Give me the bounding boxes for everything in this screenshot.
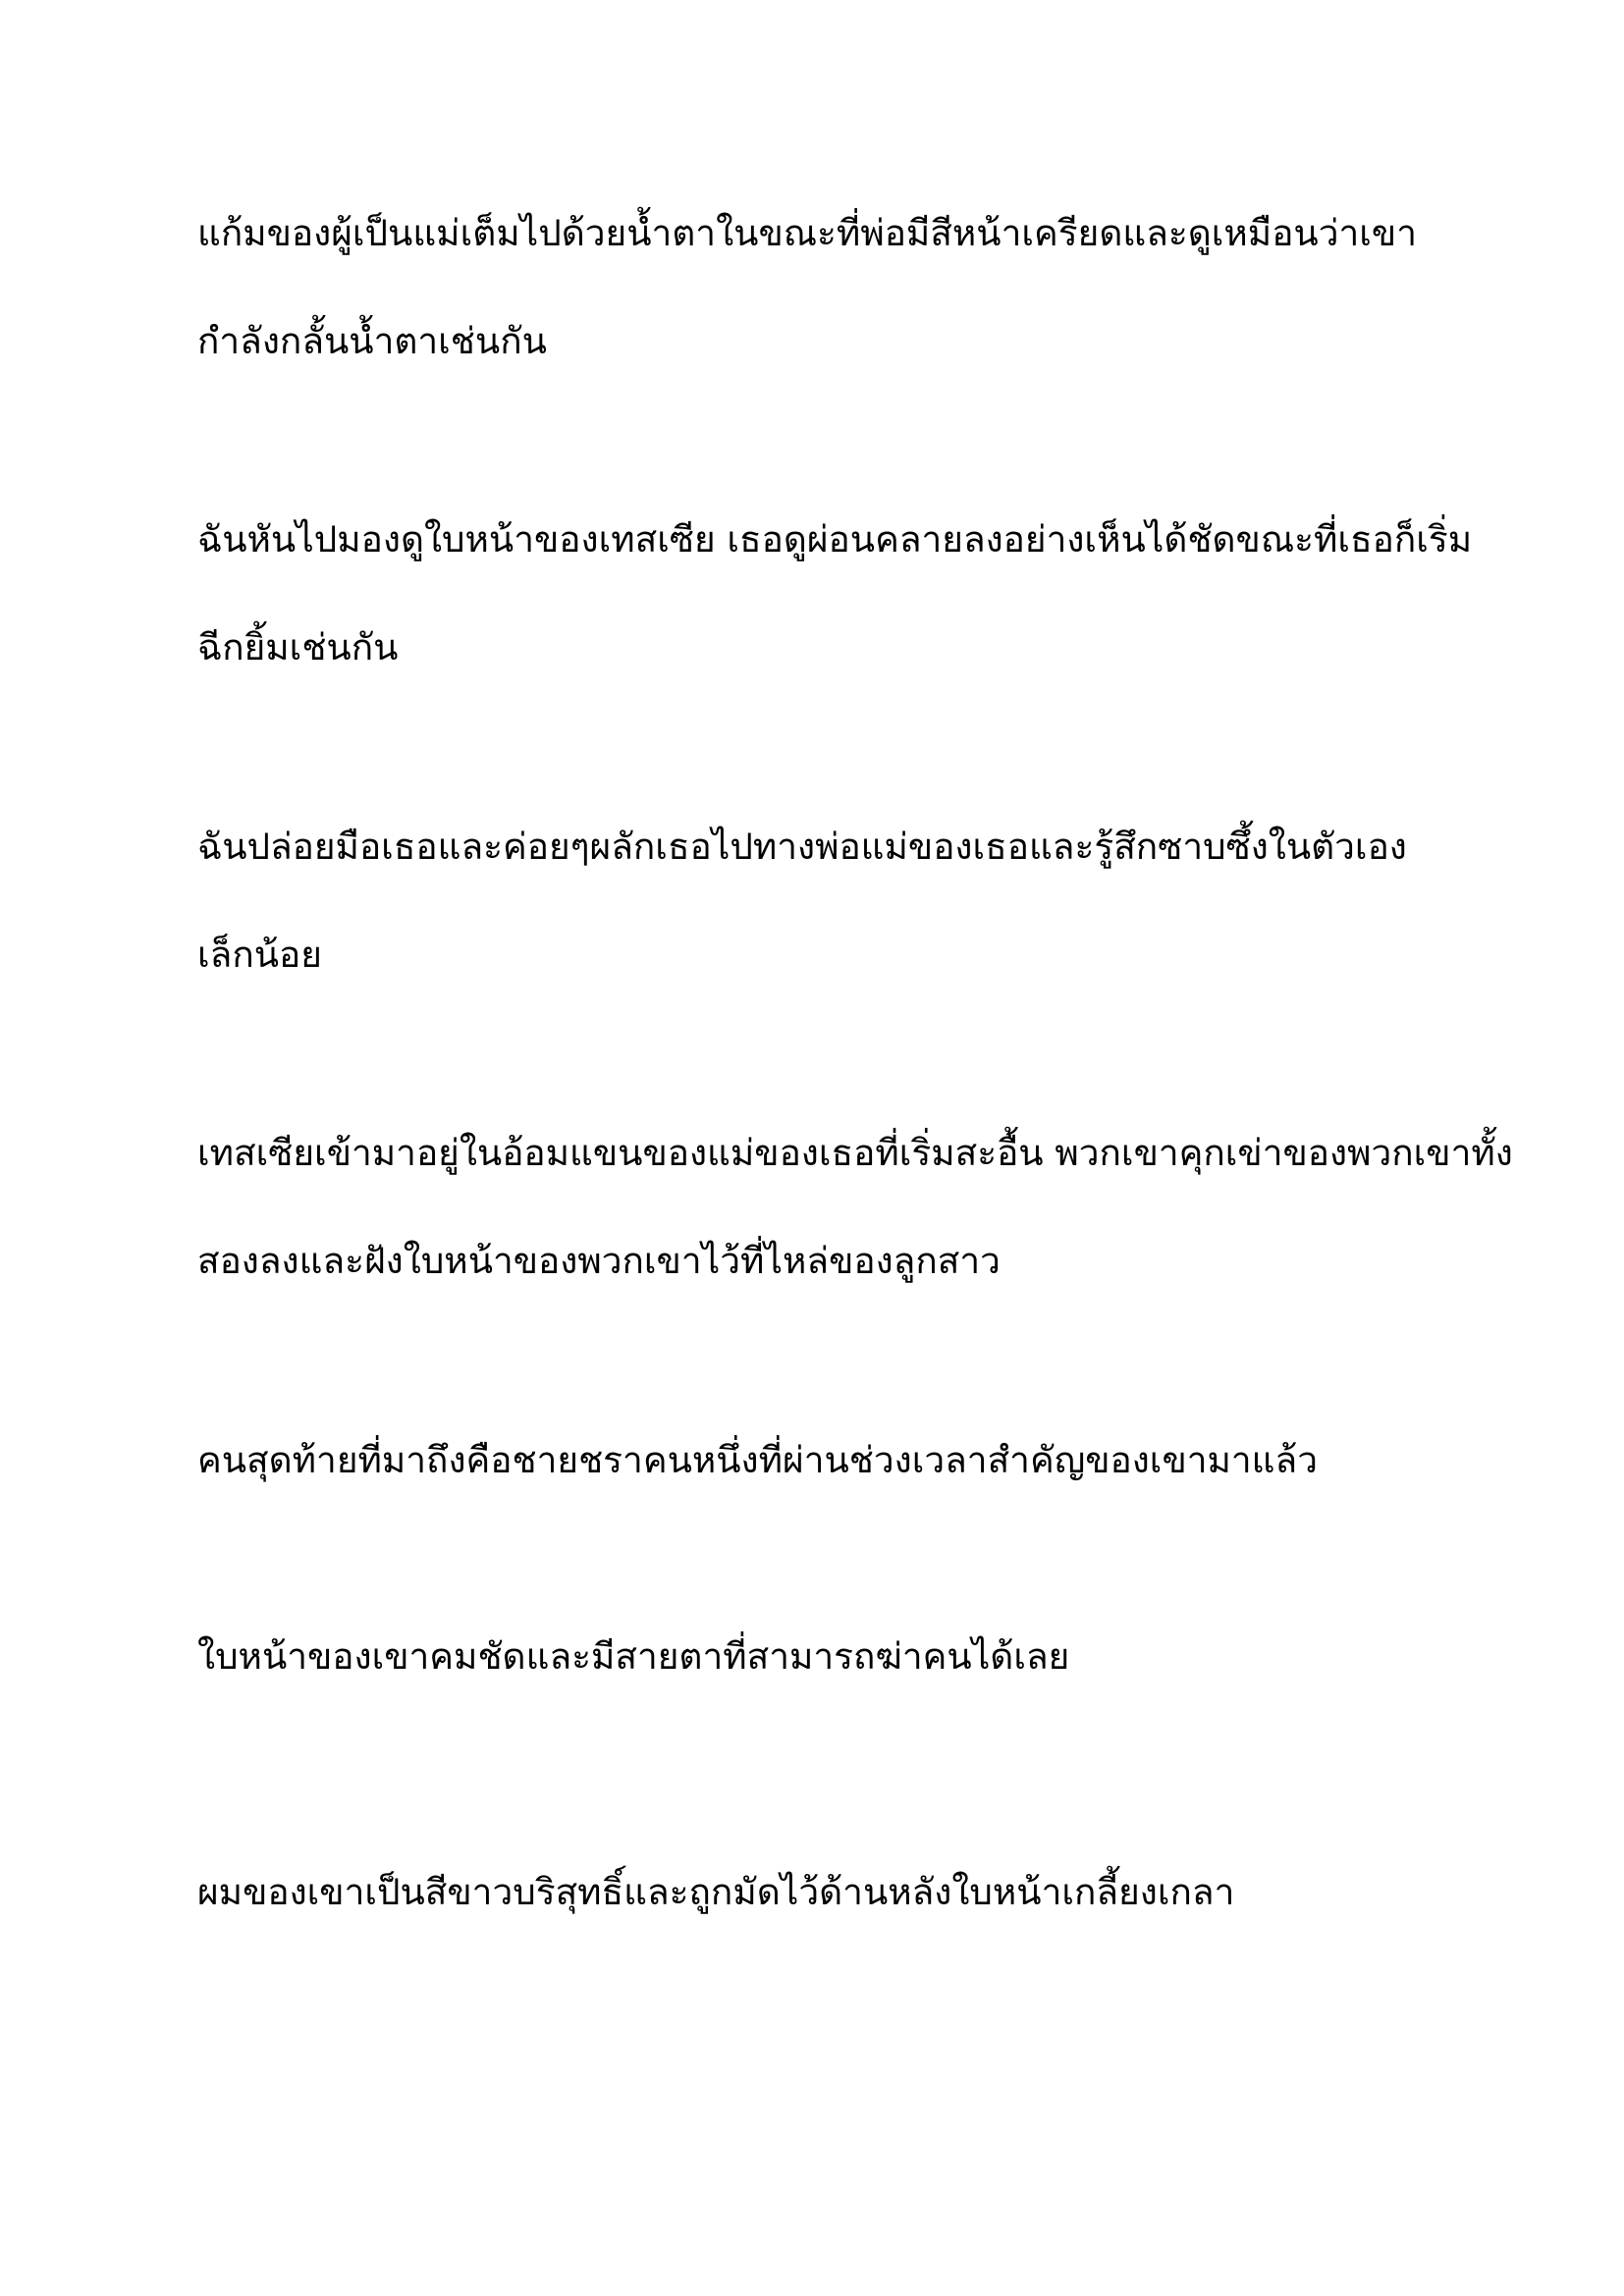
paragraph-line: ฉันหันไปมองดูใบหน้าของเทสเซีย เธอดูผ่อนคลายลงอย่างเห็นได้ชัดขณะที่เธอก็เริ่ม	[197, 518, 1473, 561]
paragraph-line: เทสเซียเข้ามาอยู่ในอ้อมแขนของแม่ของเธอที่เริ่มสะอื้น พวกเขาคุกเข่าของพวกเขาทั้ง	[197, 1132, 1513, 1174]
paragraph-5	[197, 1407, 1474, 1515]
paragraph-1	[197, 180, 1474, 396]
paragraph-3	[197, 793, 1474, 1009]
paragraph-line: ผมของเขาเป็นสีขาวบริสุทธิ์และถูกมัดไว้ด้านหลังใบหน้าเกลี้ยงเกลา	[197, 1871, 1235, 1913]
paragraph-line: ฉันปล่อยมือเธอและค่อยๆผลักเธอไปทางพ่อแม่ของเธอและรู้สึกซาบซึ้งในตัวเอง	[197, 826, 1407, 868]
paragraph-6	[197, 1603, 1474, 1711]
paragraph-line: เล็กน้อย	[197, 934, 322, 976]
paragraph-line: แก้มของผู้เป็นแม่เต็มไปด้วยน้ำตาในขณะที่พ่อมีสีหน้าเครียดและดูเหมือนว่าเขา	[197, 212, 1417, 254]
paragraph-line: ใบหน้าของเขาคมชัดและมีสายตาที่สามารถฆ่าคนได้เลย	[197, 1635, 1070, 1678]
paragraph-4	[197, 1099, 1513, 1315]
paragraph-line: กำลังกลั้นน้ำตาเช่นกัน	[197, 320, 547, 362]
paragraph-line: สองลงและฝังใบหน้าของพวกเขาไว้ที่ไหล่ของลูกสาว	[197, 1240, 1001, 1282]
paragraph-7	[197, 1839, 1474, 1947]
paragraph-2	[197, 486, 1474, 702]
paragraph-line: ฉีกยิ้มเช่นกัน	[197, 626, 399, 668]
paragraph-line: คนสุดท้ายที่มาถึงคือชายชราคนหนึ่งที่ผ่านช่วงเวลาสำคัญของเขามาแล้ว	[197, 1439, 1318, 1481]
